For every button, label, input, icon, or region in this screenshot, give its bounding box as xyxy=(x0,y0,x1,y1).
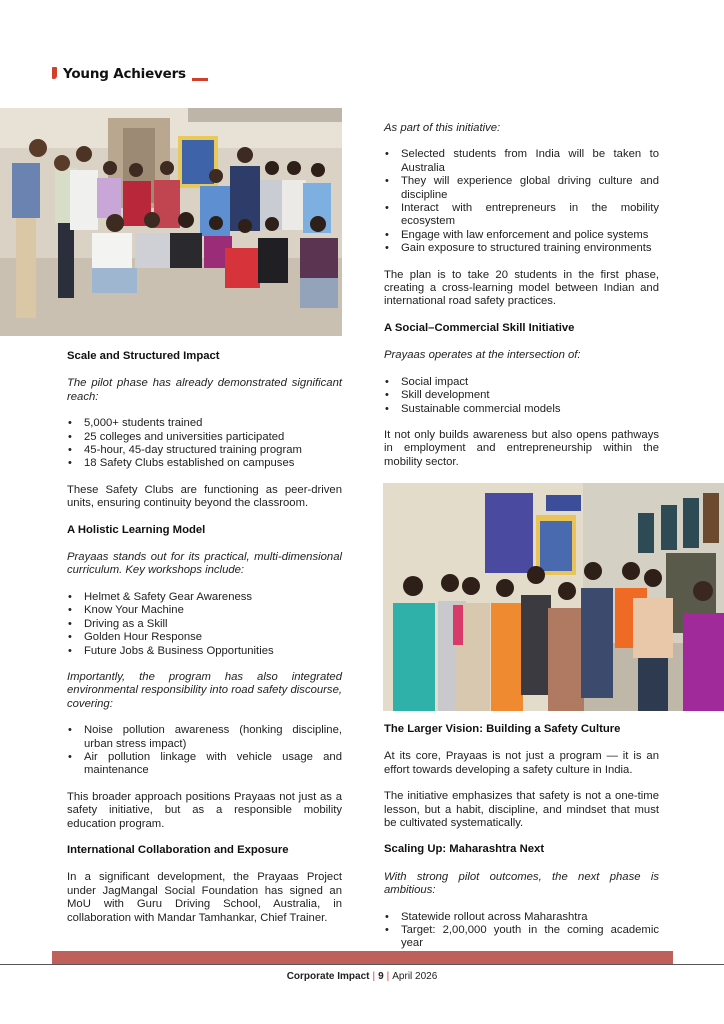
heading-holistic-model: A Holistic Learning Model xyxy=(67,523,206,536)
list-item: • Statewide rollout across Maharashtra xyxy=(384,911,659,924)
footer-separator: | xyxy=(386,971,390,982)
scaling-intro: With strong pilot outcomes, the next phase is ambitious: xyxy=(384,870,659,897)
list-item: • Skill development xyxy=(384,389,659,402)
left-column xyxy=(67,350,342,938)
initiative-intro: As part of this initiative: xyxy=(384,122,501,134)
footer xyxy=(0,971,724,982)
heading-scaling-up: Scaling Up: Maharashtra Next xyxy=(384,843,545,856)
workshop-bullets xyxy=(67,591,342,658)
international-body: In a significant development, the Prayaas Project under JagMangal Social Foundation has signed an MoU with Guru Driving School, Australia, in collaboration with Mandar Tamhankar, Chief Trainer. xyxy=(67,871,342,924)
list-item: • Interact with entrepreneurs in the mobility ecosystem xyxy=(384,202,659,229)
list-item: • 5,000+ students trained xyxy=(67,417,342,430)
social-closing: It not only builds awareness but also opens pathways in employment and entrepreneurship within the mobility sector. xyxy=(384,428,659,468)
vision-paragraph-1: At its core, Prayaas is not just a program — it is an effort towards developing a safety culture in India. xyxy=(384,750,659,776)
list-item: • 18 Safety Clubs established on campuses xyxy=(67,457,342,470)
publication-name: Corporate Impact xyxy=(286,971,370,982)
vision-paragraph-2: The initiative emphasizes that safety is not a one-time lesson, but a habit, discipline, and mindset that must be cultivated systematically. xyxy=(384,790,659,830)
list-item: • Selected students from India will be taken to Australia xyxy=(384,148,659,175)
initiative-closing: The plan is to take 20 students in the first phase, creating a cross-learning model between Indian and international road safety practices. xyxy=(384,268,659,308)
list-item: • Driving as a Skill xyxy=(67,618,342,631)
issue-date: April 2026 xyxy=(392,971,438,982)
page-number: 9 xyxy=(378,971,384,982)
section-tag xyxy=(52,66,208,82)
holistic-intro: Prayaas stands out for its practical, multi-dimensional curriculum. Key workshops include: xyxy=(67,551,342,577)
group-photo-students xyxy=(0,108,342,336)
right-column-bottom xyxy=(384,723,659,964)
list-item: • Golden Hour Response xyxy=(67,631,342,644)
section-underline xyxy=(192,78,208,81)
scale-bullets xyxy=(67,417,342,471)
section-title: Young Achievers xyxy=(63,66,186,82)
list-item: • Engage with law enforcement and police systems xyxy=(384,229,659,242)
list-item: • Gain exposure to structured training environments xyxy=(384,242,659,255)
list-item: • Target: 2,00,000 youth in the coming academic year xyxy=(384,924,659,951)
list-item: • 25 colleges and universities participated xyxy=(67,431,342,444)
scale-closing: These Safety Clubs are functioning as peer-driven units, ensuring continuity beyond the classroom. xyxy=(67,483,342,510)
list-item: • Air pollution linkage with vehicle usage and maintenance xyxy=(67,751,342,778)
footer-separator: | xyxy=(372,971,376,982)
list-item: • 45-hour, 45-day structured training program xyxy=(67,444,342,457)
heading-scale-impact: Scale and Structured Impact xyxy=(67,350,220,362)
right-column xyxy=(384,122,659,482)
list-item: • Social impact xyxy=(384,376,659,389)
holistic-closing: This broader approach positions Prayaas not just as a safety initiative, but as a responsible mobility education program. xyxy=(67,790,342,830)
list-item: • Noise pollution awareness (honking discipline, urban stress impact) xyxy=(67,724,342,751)
list-item: • Helmet & Safety Gear Awareness xyxy=(67,591,342,604)
footer-divider xyxy=(0,964,724,965)
quote-mark-icon xyxy=(52,67,57,79)
heading-larger-vision: The Larger Vision: Building a Safety Culture xyxy=(384,723,621,735)
list-item: • Future Jobs & Business Opportunities xyxy=(67,645,342,658)
heading-social-commercial: A Social–Commercial Skill Initiative xyxy=(384,321,575,334)
list-item: • Sustainable commercial models xyxy=(384,403,659,416)
footer-color-bar xyxy=(52,951,673,964)
scaling-bullets xyxy=(384,911,659,951)
environment-bullets xyxy=(67,724,342,778)
social-bullets xyxy=(384,376,659,416)
heading-international: International Collaboration and Exposure xyxy=(67,843,289,856)
group-photo-faculty xyxy=(383,483,724,711)
list-item: • Know Your Machine xyxy=(67,604,342,617)
environment-intro: Importantly, the program has also integrated environmental responsibility into road safety discourse, covering: xyxy=(67,670,342,710)
initiative-bullets xyxy=(384,148,659,255)
social-intro: Prayaas operates at the intersection of: xyxy=(384,349,581,362)
scale-intro: The pilot phase has already demonstrated significant reach: xyxy=(67,377,342,403)
list-item: • They will experience global driving culture and discipline xyxy=(384,175,659,202)
